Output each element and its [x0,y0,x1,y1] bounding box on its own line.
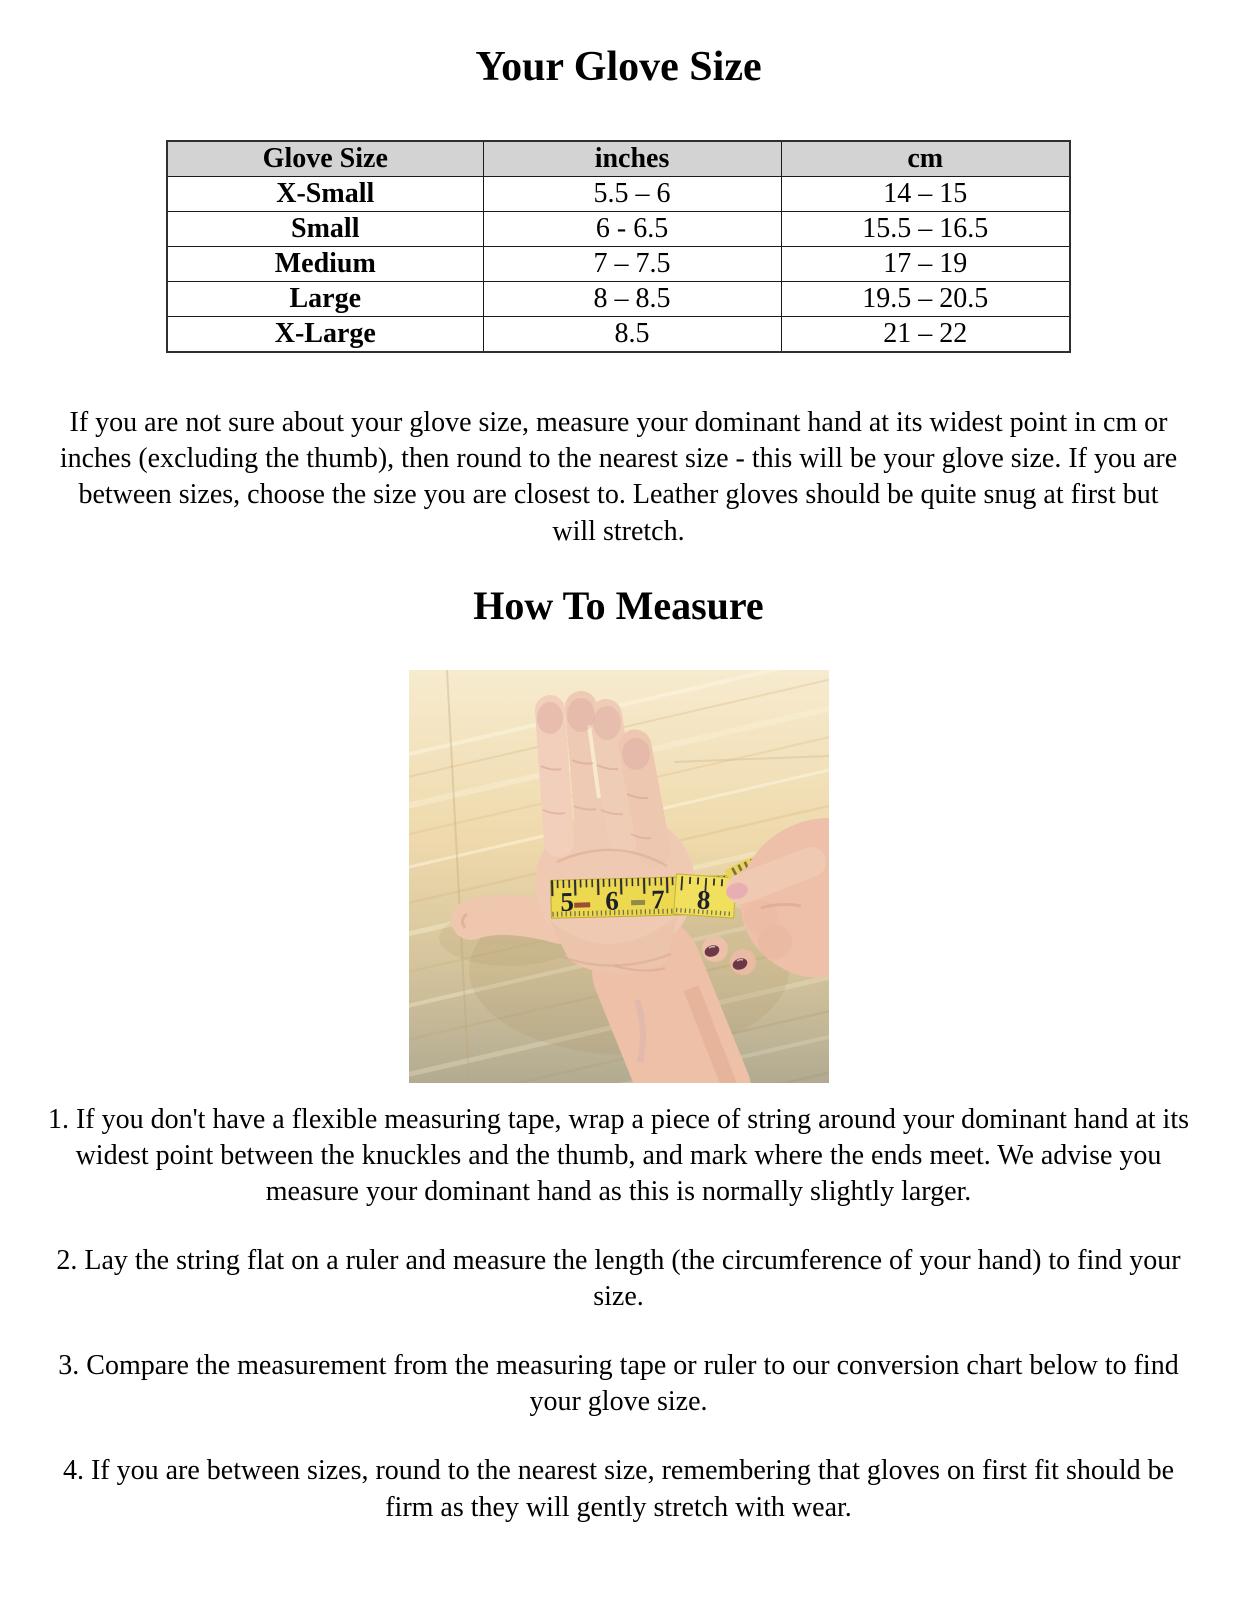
how-to-measure-title: How To Measure [473,582,764,628]
cm-cell: 17 – 19 [781,247,1070,282]
tape-number: 6 [604,885,619,916]
table-row [167,282,1070,317]
instruction-step-3: 3. Compare the measurement from the measuring tape or ruler to our conversion chart below to find your glove size. [58,1350,1179,1418]
col-header-inches: inches [483,141,781,177]
tape-number: 7 [650,883,665,915]
inches-cell: 8.5 [483,317,781,353]
tape-number: 8 [695,884,712,915]
table-row [167,212,1070,247]
size-cell: X-Small [167,177,483,212]
inches-cell: 7 – 7.5 [483,247,781,282]
table-header-row [167,141,1070,177]
col-header-cm: cm [781,141,1070,177]
hand-measurement-illustration [409,670,829,1083]
inches-cell: 6 - 6.5 [483,212,781,247]
cm-cell: 21 – 22 [781,317,1070,353]
size-cell: X-Large [167,317,483,353]
instructions-list [45,1102,1193,1526]
inches-cell: 5.5 – 6 [483,177,781,212]
page-title: Your Glove Size [475,44,762,90]
hand-measurement-photo [409,670,829,1083]
cm-cell: 19.5 – 20.5 [781,282,1070,317]
instruction-step-2: 2. Lay the string flat on a ruler and measure the length (the circumference of your hand) to find your size. [56,1244,1181,1313]
tape-number: 5 [559,886,574,917]
table-row [167,177,1070,212]
size-cell: Large [167,282,483,317]
intro-paragraph: If you are not sure about your glove size, measure your dominant hand at its widest point in cm or inches (excluding the thumb), then round to the nearest size - this will be your glove size. If you are between sizes, choose the size you are closest to. Leather gloves should be quite snug at first but will stretch. [59,407,1178,547]
size-cell: Small [167,212,483,247]
measuring-tape-overlap [673,874,736,918]
table-row [167,317,1070,353]
inches-cell: 8 – 8.5 [483,282,781,317]
instruction-step-4: 4. If you are between sizes, round to the nearest size, remembering that gloves on first fit should be firm as they will gently stretch with wear. [62,1455,1175,1523]
size-cell: Medium [167,247,483,282]
cm-cell: 15.5 – 16.5 [781,212,1070,247]
table-row [167,247,1070,282]
glove-size-table [166,140,1071,353]
cm-cell: 14 – 15 [781,177,1070,212]
instruction-step-1: 1. If you don't have a flexible measuring tape, wrap a piece of string around your dominant hand at its widest point between the knuckles and the thumb, and mark where the ends meet. We advise you measure your dominant hand as this is normally slightly larger. [47,1103,1190,1207]
col-header-glove-size: Glove Size [167,141,483,177]
